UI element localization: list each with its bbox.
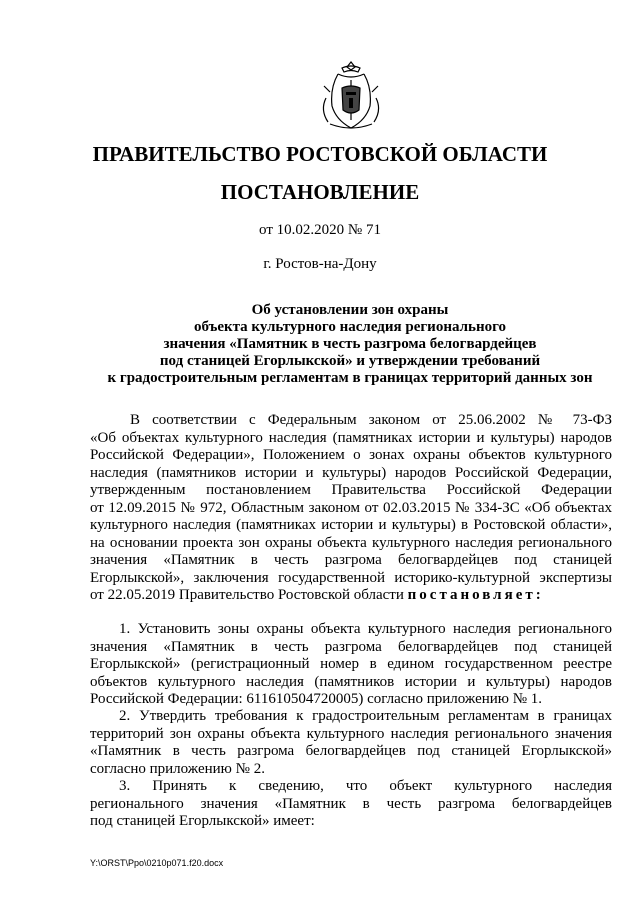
text-line: «Об объектах культурного наследия (памятниках истории и культуры) народов xyxy=(90,429,612,446)
preamble-paragraph xyxy=(90,412,612,605)
text-line: Егорлыкской» (регистрационный номер в едином государственном реестре xyxy=(90,656,612,672)
document-type: ПОСТАНОВЛЕНИЕ xyxy=(220,180,420,204)
text-line: 2. Утвердить требования к градостроительным регламентам в границах xyxy=(119,708,612,724)
text-line: Егорлыкской», заключения государственной историко-культурной экспертизы xyxy=(90,569,612,586)
text-line xyxy=(90,587,612,605)
text-line: наследия (памятников истории и культуры) народов Российской Федерации, xyxy=(90,464,612,481)
text-line: объектов культурного наследия (памятников истории и культуры) народов xyxy=(90,673,612,690)
text-line: от 12.09.2015 № 972, Областным законом от 02.03.2015 № 334-ЗС «Об объектах xyxy=(90,499,612,516)
title-line: объекта культурного наследия регионального xyxy=(193,319,507,335)
city: г. Ростов-на-Дону xyxy=(263,256,377,272)
text-line: утвержденным постановлением Правительства Российской Федерации xyxy=(90,482,612,498)
text-line: Российской Федерации», Положением о зонах охраны объектов культурного xyxy=(90,447,612,463)
coat-of-arms-icon xyxy=(316,58,386,134)
title-line: под станицей Егорлыкской» и утверждении требований xyxy=(159,353,541,369)
title-line: Об установлении зон охраны xyxy=(251,302,449,318)
file-path-footer: Y:\ORST\Ppo\0210p071.f20.docx xyxy=(90,858,224,868)
date-number: от 10.02.2020 № 71 xyxy=(259,222,381,238)
decree-word: постановляет: xyxy=(407,587,544,603)
title-line: значения «Памятник в честь разгрома белогвардейцев xyxy=(163,336,537,352)
text-line: В соответствии с Федеральным законом от 25.06.2002 № 73-ФЗ xyxy=(130,412,612,428)
text-line: 3. Принять к сведению, что объект культурного наследия xyxy=(119,778,612,794)
resolution-title xyxy=(80,302,620,387)
text-line: под станицей Егорлыкской» имеет: xyxy=(90,813,315,829)
text-line: значения «Памятник в честь разгрома белогвардейцев под станицей xyxy=(90,638,612,655)
organization-title: ПРАВИТЕЛЬСТВО РОСТОВСКОЙ ОБЛАСТИ xyxy=(92,142,548,166)
text-line: культурного наследия (памятниках истории и культуры) в Ростовской области», xyxy=(90,517,612,533)
text-line: территорий зон охраны объекта культурного наследия регионального значения xyxy=(90,725,612,742)
text-line: значения «Памятник в честь разгрома белогвардейцев под станицей xyxy=(90,552,612,568)
text-line: Российской Федерации: 611610504720005) согласно приложению № 1. xyxy=(90,691,543,707)
preamble-last-line: от 22.05.2019 Правительство Ростовской области xyxy=(90,587,404,603)
text-line: 1. Установить зоны охраны объекта культурного наследия регионального xyxy=(119,621,612,637)
text-line: на основании проекта зон охраны объекта культурного наследия регионального xyxy=(90,534,612,551)
text-line: согласно приложению № 2. xyxy=(90,760,265,777)
title-line: к градостроительным регламентам в границах территорий данных зон xyxy=(107,370,593,386)
text-line: регионального значения «Памятник в честь разгрома белогвардейцев xyxy=(90,795,612,812)
item-3 xyxy=(90,778,612,831)
item-2 xyxy=(90,708,612,778)
item-1 xyxy=(90,621,612,709)
text-line: «Памятник в честь разгрома белогвардейцев под станицей Егорлыкской» xyxy=(90,743,612,759)
